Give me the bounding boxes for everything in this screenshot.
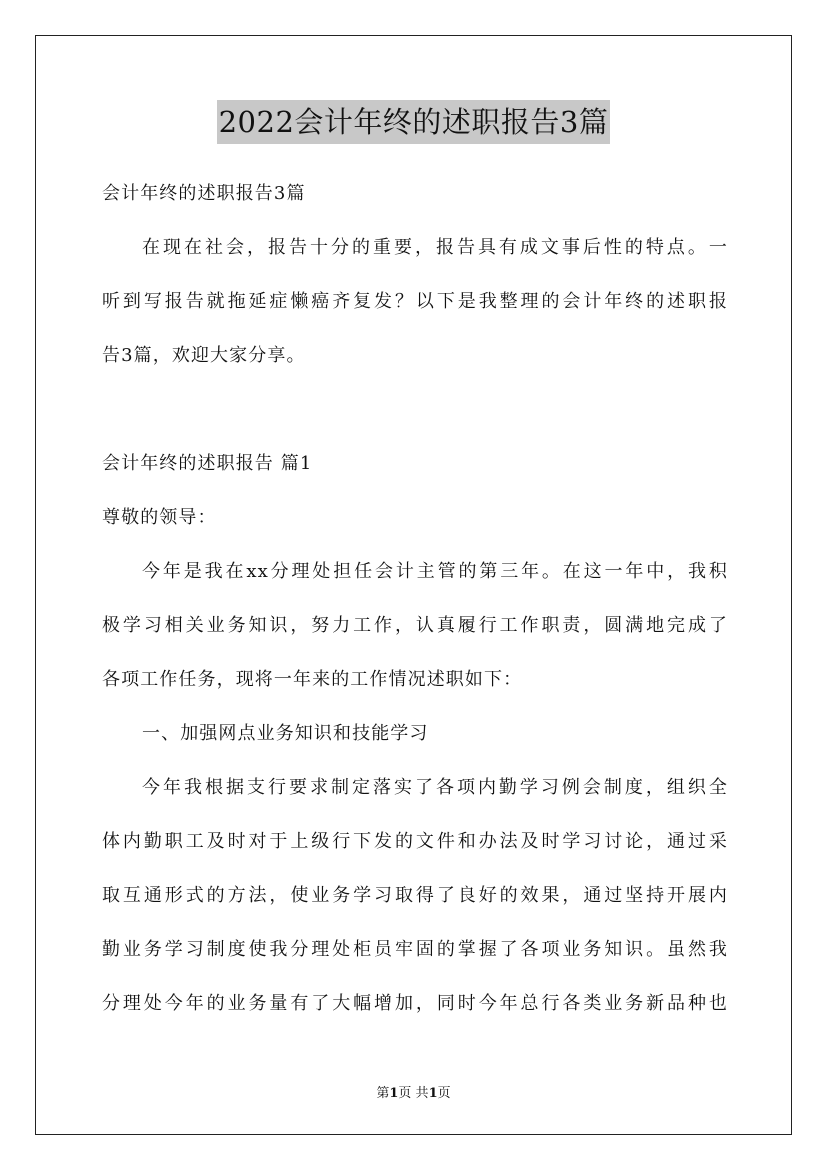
document-body (102, 167, 728, 1031)
footer-current-page: 1 (389, 1086, 399, 1101)
subsection-heading: 一、加强网点业务知识和技能学习 (142, 723, 429, 744)
paragraph-line: 在现在社会，报告十分的重要，报告具有成文事后性的特点。一 (142, 237, 728, 258)
document-title-text: 2022会计年终的述职报告3篇 (217, 100, 611, 144)
paragraph-line: 体内勤职工及时对于上级行下发的文件和办法及时学习讨论，通过采 (102, 831, 728, 852)
footer-label: 页 共 (398, 1086, 429, 1101)
paragraph-line: 今年我根据支行要求制定落实了各项内勤学习例会制度，组织全 (142, 777, 728, 798)
paragraph-line: 取互通形式的方法，使业务学习取得了良好的效果，通过坚持开展内 (102, 885, 728, 906)
paragraph-line: 今年是我在xx分理处担任会计主管的第三年。在这一年中，我积 (142, 561, 728, 582)
footer-total-pages: 1 (428, 1086, 438, 1101)
page-footer (0, 1082, 827, 1101)
blank-line (102, 383, 728, 437)
section-heading: 会计年终的述职报告 篇1 (102, 453, 313, 474)
paragraph-line: 听到写报告就拖延症懒癌齐复发？以下是我整理的会计年终的述职报 (102, 291, 728, 312)
footer-label: 页 (437, 1086, 451, 1101)
paragraph-line: 分理处今年的业务量有了大幅增加，同时今年总行各类业务新品种也 (102, 993, 728, 1014)
paragraph-line: 各项工作任务，现将一年来的工作情况述职如下： (102, 669, 523, 690)
subtitle-line: 会计年终的述职报告3篇 (102, 183, 306, 204)
document-title (0, 100, 827, 144)
paragraph-line: 极学习相关业务知识，努力工作，认真履行工作职责，圆满地完成了 (102, 615, 728, 636)
salutation-line: 尊敬的领导： (102, 507, 217, 528)
footer-label: 第 (376, 1086, 390, 1101)
paragraph-line: 告3篇，欢迎大家分享。 (102, 345, 306, 366)
paragraph-line: 勤业务学习制度使我分理处柜员牢固的掌握了各项业务知识。虽然我 (102, 939, 728, 960)
